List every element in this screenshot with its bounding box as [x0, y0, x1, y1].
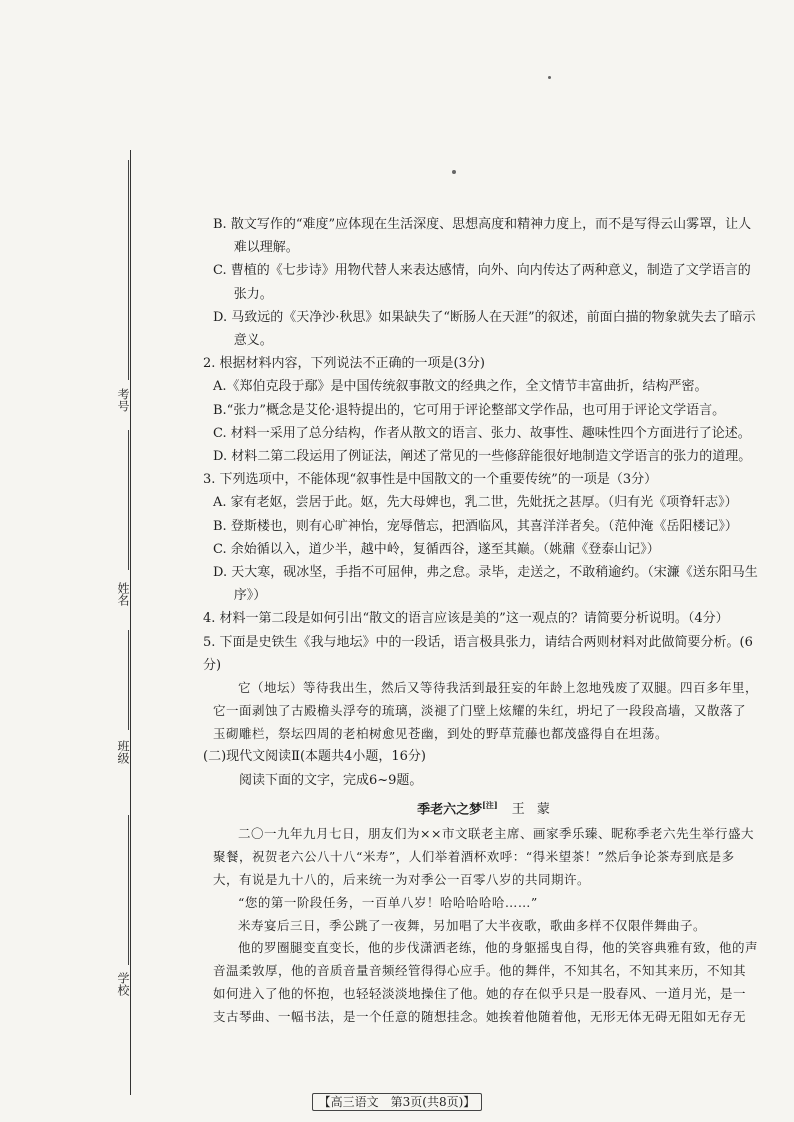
q2-option-b: B.“张力”概念是艾伦·退特提出的，它可用于评论整部文学作品，也可用于评论文学语言。	[213, 402, 726, 418]
margin-label-school: 学校	[116, 972, 130, 996]
story-paragraph: 他的罗圈腿变直变长，他的步伐潇洒老练，他的身躯摇曳自得，他的笑容典雅有致，他的声音温柔敦厚，他的音质音量音频经管得得心应手。他的舞伴，不知其名，不知其来历，不知其如何进入了他的怀抱，也轻轻淡淡地操住了他。她的存在似乎只是一股春风、一道月光，是一支古琴曲、一幅书法，是一个任意的随想挂念。她挨着他随着他，无形无体无碍无阻如无存无	[213, 940, 759, 1024]
story-title: 季老六之梦	[417, 802, 483, 818]
q2-option-d: D. 材料二第二段运用了例证法，阐述了常见的一些修辞能很好地制造文学语言的张力的道理。	[213, 449, 752, 465]
scan-speck	[548, 76, 551, 79]
story-title-line	[213, 794, 758, 822]
margin-label-class: 班级	[116, 740, 130, 764]
q5-passage: 它（地坛）等待我出生，然后又等待我活到最狂妄的年龄上忽地残废了双腿。四百多年里，它一面剥蚀了古殿檐头浮夸的琉璃，淡褪了门壁上炫耀的朱红，坍圮了一段段高墙，又散落了玉砌雕栏，祭坛四周的老柏树愈见苍幽，到处的野草荒藤也都茂盛得自在坦荡。	[213, 680, 759, 741]
margin-label-exam-number: 考号	[116, 388, 130, 412]
q2-option-a: A.《郑伯克段于鄢》是中国传统叙事散文的经典之作，全文情节丰富曲折，结构严密。	[213, 379, 708, 395]
q1-option-b: B. 散文写作的“难度”应体现在生活深度、思想高度和精神力度上，而不是写得云山雾罩，让人难以理解。	[213, 217, 752, 256]
question-5: 5. 下面是史铁生《我与地坛》中的一段话，语言极具张力，请结合两则材料对此做简要分析。(6分)	[203, 634, 753, 673]
section-2-heading: (二)现代文阅读Ⅱ(本题共4小题，16分)	[203, 749, 426, 765]
footer-page-label: 【高三语文 第3页(共8页)】	[312, 1093, 483, 1111]
school-write-line	[128, 815, 129, 965]
story-paragraph: “您的第一阶段任务，一百单八岁！哈哈哈哈哈……”	[238, 894, 538, 910]
page-content	[203, 213, 759, 1029]
page-footer	[0, 1093, 794, 1110]
story-paragraph: 二〇一九年九月七日，朋友们为××市文联老主席、画家季乐臻、昵称季老六先生举行盛大聚餐，祝贺老六公八十八“米寿”，人们举着酒杯欢呼：“得米望茶！”然后争论茶寿到底是多大，有说是九十八的，后来统一为对季公一百零八岁的共同期许。	[213, 826, 754, 887]
q3-option-c: C. 余始循以入，道少半，越中岭，复循西谷，遂至其巅。（姚鼐《登泰山记》）	[213, 541, 660, 557]
q3-option-a: A. 家有老妪，尝居于此。妪，先大母婢也，乳二世，先妣抚之甚厚。（归有光《项脊轩志》）	[213, 495, 738, 511]
question-3-stem: 3. 下列选项中，不能体现“叙事性是中国散文的一个重要传统”的一项是（3分）	[203, 472, 658, 488]
q3-option-b: B. 登斯楼也，则有心旷神怡，宠辱偕忘，把酒临风，其喜洋洋者矣。（范仲淹《岳阳楼记》）	[213, 518, 738, 534]
section-2-instruction: 阅读下面的文字，完成6~9题。	[239, 772, 423, 788]
q1-option-d: D. 马致远的《天净沙·秋思》如果缺失了“断肠人在天涯”的叙述，前面白描的物象就失去了暗示意义。	[213, 309, 756, 349]
story-title-note: [注]	[482, 799, 498, 810]
question-2-stem: 2. 根据材料内容，下列说法不正确的一项是(3分)	[203, 356, 485, 372]
binding-margin-line	[130, 150, 131, 1095]
class-write-line	[128, 630, 129, 730]
margin-label-name: 姓名	[116, 582, 130, 606]
q1-option-c: C. 曹植的《七步诗》用物代替人来表达感情，向外、向内传达了两种意义，制造了文学语言的张力。	[213, 263, 751, 302]
exam-number-write-line	[128, 160, 129, 380]
scan-speck	[452, 170, 456, 174]
q2-option-c: C. 材料一采用了总分结构，作者从散文的语言、张力、故事性、趣味性四个方面进行了论述。	[213, 425, 751, 441]
story-author: 王 蒙	[511, 802, 554, 818]
name-write-line	[128, 430, 129, 570]
story-paragraph: 米寿宴后三日，季公跳了一夜舞，另加唱了大半夜歌，歌曲多样不仅限伴舞曲子。	[238, 917, 707, 933]
q3-option-d: D. 天大寒，砚冰坚，手指不可屈伸，弗之怠。录毕，走送之，不敢稍逾约。（宋濂《送东阳马生序》）	[213, 565, 758, 604]
question-4: 4. 材料一第二段是如何引出“散文的语言应该是美的”这一观点的？请简要分析说明。（4分）	[203, 611, 729, 627]
